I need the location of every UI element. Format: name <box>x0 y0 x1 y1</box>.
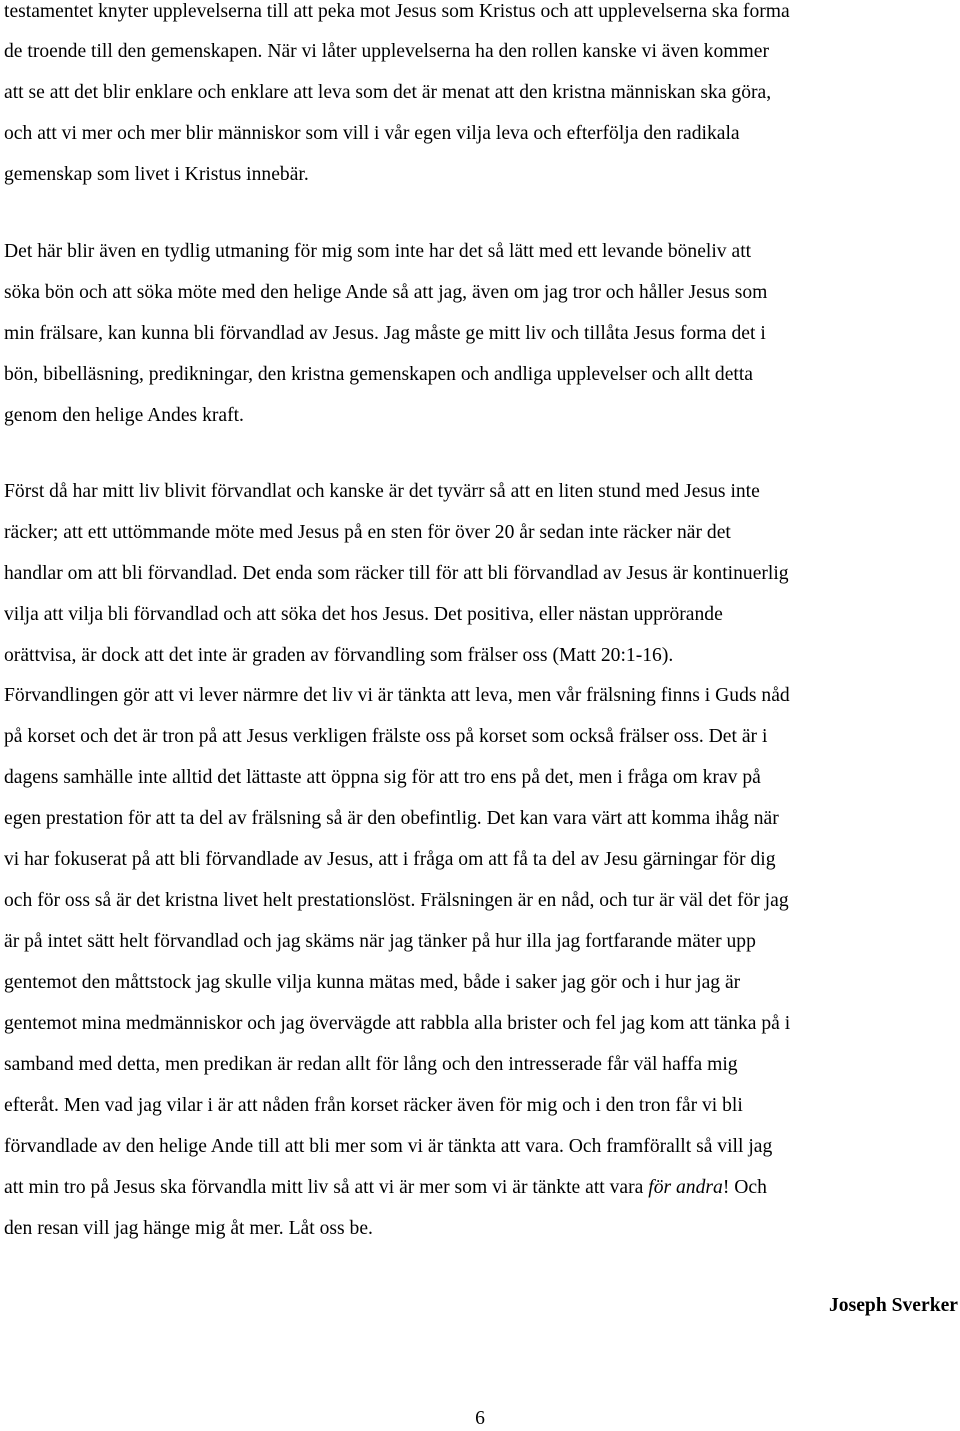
text-line: förvandlade av den helige Ande till att bli mer som vi är tänkta att vara. Och framförallt så vill jag <box>4 1136 773 1157</box>
text-line: dagens samhälle inte alltid det lättaste att öppna sig för att tro ens på det, men i fråga om krav på <box>4 767 761 788</box>
text-line: Först då har mitt liv blivit förvandlat och kanske är det tyvärr så att en liten stund med Jesus inte <box>4 481 760 502</box>
text-line: testamentet knyter upplevelserna till att peka mot Jesus som Kristus och att upplevelserna ska forma <box>4 1 790 22</box>
text-line: den resan vill jag hänge mig åt mer. Låt oss be. <box>4 1218 373 1239</box>
text-line: vi har fokuserat på att bli förvandlade av Jesus, att i fråga om att få ta del av Jesu gärningar för dig <box>4 849 776 870</box>
text-line: gentemot den måttstock jag skulle vilja kunna mätas med, både i saker jag gör och i hur jag är <box>4 972 741 993</box>
text-line: handlar om att bli förvandlad. Det enda som räcker till för att bli förvandlad av Jesus är kontinuerlig <box>4 563 789 584</box>
text-line: räcker; att ett uttömmande möte med Jesus på en sten för över 20 år sedan inte räcker när det <box>4 522 731 543</box>
text-line: och att vi mer och mer blir människor som vill i vår egen vilja leva och efterfölja den radikala <box>4 123 740 144</box>
text-line: gemenskap som livet i Kristus innebär. <box>4 164 309 185</box>
text-line: på korset och det är tron på att Jesus verkligen frälste oss på korset som också frälser oss. Det är i <box>4 726 768 747</box>
text-line: min frälsare, kan kunna bli förvandlad av Jesus. Jag måste ge mitt liv och tillåta Jesus forma det i <box>4 323 766 344</box>
text-line <box>4 1176 767 1200</box>
page-number: 6 <box>475 1408 485 1429</box>
text-line: bön, bibelläsning, predikningar, den kristna gemenskapen och andliga upplevelser och allt detta <box>4 364 754 385</box>
text-line: gentemot mina medmänniskor och jag övervägde att rabbla alla brister och fel jag kom att tänka på i <box>4 1013 791 1034</box>
text-line: samband med detta, men predikan är redan allt för lång och den intresserade får väl haffa mig <box>4 1054 738 1075</box>
text-line: egen prestation för att ta del av frälsning så är den obefintlig. Det kan vara värt att komma ihåg när <box>4 808 779 829</box>
text-segment: ! Och <box>722 1177 767 1198</box>
text-line: att se att det blir enklare och enklare att leva som det är menat att den kristna människan ska göra, <box>4 82 772 103</box>
text-line: är på intet sätt helt förvandlad och jag skäms när jag tänker på hur illa jag fortfarande mäter upp <box>4 931 756 952</box>
text-segment: att min tro på Jesus ska förvandla mitt liv så att vi är mer som vi är tänkte att vara <box>4 1177 649 1198</box>
text-line: Förvandlingen gör att vi lever närmre det liv vi är tänkta att leva, men vår frälsning finns i Guds nåd <box>4 685 790 706</box>
text-line: vilja att vilja bli förvandlad och att söka det hos Jesus. Det positiva, eller nästan upprörande <box>4 604 723 625</box>
text-line: Det här blir även en tydlig utmaning för mig som inte har det så lätt med ett levande böneliv att <box>4 241 752 262</box>
text-line: söka bön och att söka möte med den helige Ande så att jag, även om jag tror och håller Jesus som <box>4 282 768 303</box>
author-signature: Joseph Sverker <box>829 1295 958 1316</box>
text-line: efteråt. Men vad jag vilar i är att nåden från korset räcker även för mig och i den tron får vi bli <box>4 1095 743 1116</box>
text-line: orättvisa, är dock att det inte är graden av förvandling som frälser oss (Matt 20:1-16). <box>4 645 674 666</box>
text-line: de troende till den gemenskapen. När vi låter upplevelserna ha den rollen kanske vi även kommer <box>4 41 769 62</box>
text-line: genom den helige Andes kraft. <box>4 405 244 426</box>
text-line: och för oss så är det kristna livet helt prestationslöst. Frälsningen är en nåd, och tur är väl det för jag <box>4 890 789 911</box>
emphasized-text: för andra <box>648 1177 723 1198</box>
